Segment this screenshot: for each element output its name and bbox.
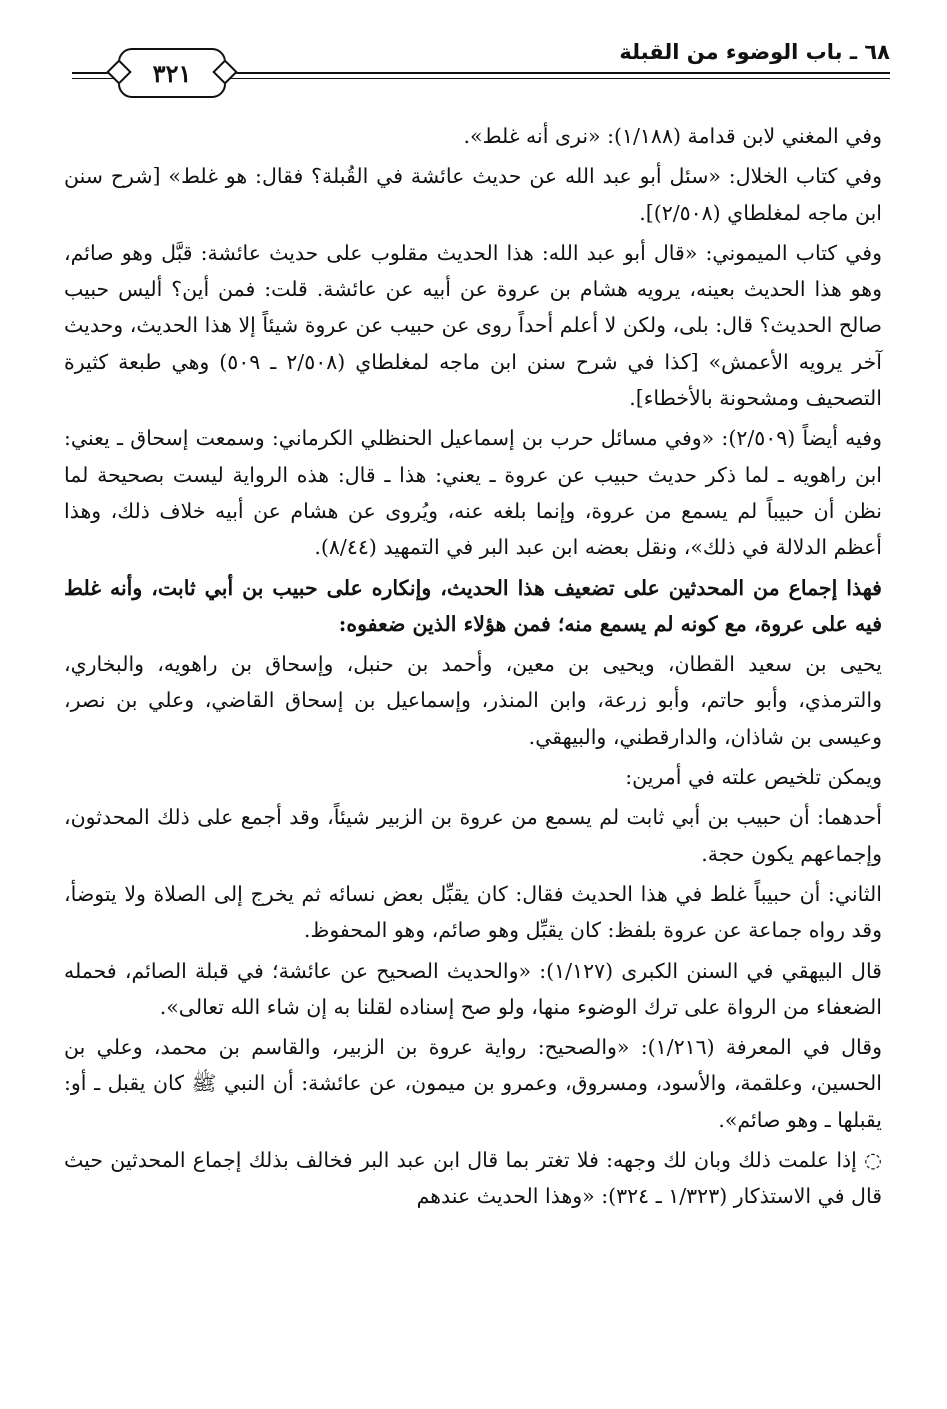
paragraph: وفي كتاب الخلال: «سئل أبو عبد الله عن حديث عائشة في القُبلة؟ فقال: هو غلط» [شرح سنن ابن ماجه لمغلطاي (٢/٥٠٨)]. — [64, 164, 882, 225]
page-header — [72, 36, 890, 96]
paragraph-bullet: فهذا إجماع من المحدثين على تضعيف هذا الحديث، وإنكاره على حبيب بن أبي ثابت، وأنه غلط فيه على عروة، مع كونه لم يسمع منه؛ فمن هؤلاء الذين ضعفوه: — [64, 575, 882, 636]
paragraph: وفي المغني لابن قدامة (١/١٨٨): «نرى أنه غلط». — [463, 124, 882, 148]
paragraph: وفي كتاب الميموني: «قال أبو عبد الله: هذا الحديث مقلوب على حديث عائشة: قبَّل وهو صائم، وهو هذا الحديث بعينه، يرويه هشام بن عروة عن أبيه عن عائشة. قلت: فمن أين؟ أليس حبيب صالح الحديث؟ قال: بلى، ولكن لا أعلم أحداً روى عن حبيب عن عروة شيئاً إلا هذا الحديث، وحديث آخر يرويه الأعمش» [كذا في شرح سنن ابن ماجه لمغلطاي (٢/٥٠٨ ـ ٥٠٩) وهي طبعة كثيرة التصحيف ومشحونة بالأخطاء]. — [64, 240, 882, 411]
paragraph: أحدهما: أن حبيب بن أبي ثابت لم يسمع من عروة بن الزبير شيئاً، وقد أجمع على ذلك المحدثون، وإجماعهم يكون حجة. — [64, 805, 882, 866]
paragraph: وقال في المعرفة (١/٢١٦): «والصحيح: رواية عروة بن الزبير، والقاسم بن محمد، وعلي بن الحسين، وعلقمة، والأسود، ومسروق، وعمرو بن ميمون، عن عائشة: أن النبي ﷺ كان يقبل ـ أو: يقبلها ـ وهو صائم». — [64, 1035, 882, 1132]
page-number-badge — [118, 48, 226, 98]
page-body — [64, 118, 882, 1219]
paragraph: ◌ إذا علمت ذلك وبان لك وجهه: فلا تغتر بما قال ابن عبد البر فخالف بذلك إجماع المحدثين حيث قال في الاستذكار (١/٣٢٣ ـ ٣٢٤): «وهذا الحديث عندهم — [64, 1148, 882, 1209]
paragraph: وفيه أيضاً (٢/٥٠٩): «وفي مسائل حرب بن إسماعيل الحنظلي الكرماني: وسمعت إسحاق ـ يعني: ابن راهويه ـ لما ذكر حديث حبيب عن عروة ـ يعني: هذا ـ قال: هذه الرواية ليست بصحيحة لما نظن أن حبيباً لم يسمع من عروة، وإنما بلغه عنه، ويُروى عن هشام عن أبيه خلاف ذلك، وهذا أعظم الدلالة في ذلك»، ونقل بعضه ابن عبد البر في التمهيد (٨/٤٤). — [64, 426, 882, 560]
paragraph: الثاني: أن حبيباً غلط في هذا الحديث فقال: كان يقبِّل بعض نسائه ثم يخرج إلى الصلاة ولا يتوضأ، وقد رواه جماعة عن عروة بلفظ: كان يقبِّل وهو صائم، وهو المحفوظ. — [64, 881, 882, 943]
chapter-title: ٦٨ ـ باب الوضوء من القبلة — [619, 40, 890, 64]
paragraph: يحيى بن سعيد القطان، ويحيى بن معين، وأحمد بن حنبل، وإسحاق بن راهويه، والبخاري، والترمذي، وأبو حاتم، وأبو زرعة، وابن المنذر، وإسماعيل بن إسحاق القاضي، وعلي بن نصر، وعيسى بن شاذان، والدارقطني، والبيهقي. — [64, 652, 882, 749]
paragraph: ويمكن تلخيص علته في أمرين: — [625, 765, 882, 790]
paragraph: قال البيهقي في السنن الكبرى (١/١٢٧): «والحديث الصحيح عن عائشة؛ في قبلة الصائم، فحمله الضعفاء من الرواة على ترك الوضوء منها، ولو صح إسناده لقلنا به إن شاء الله تعالى». — [64, 958, 882, 1019]
page-number: ٣٢١ — [152, 58, 192, 88]
